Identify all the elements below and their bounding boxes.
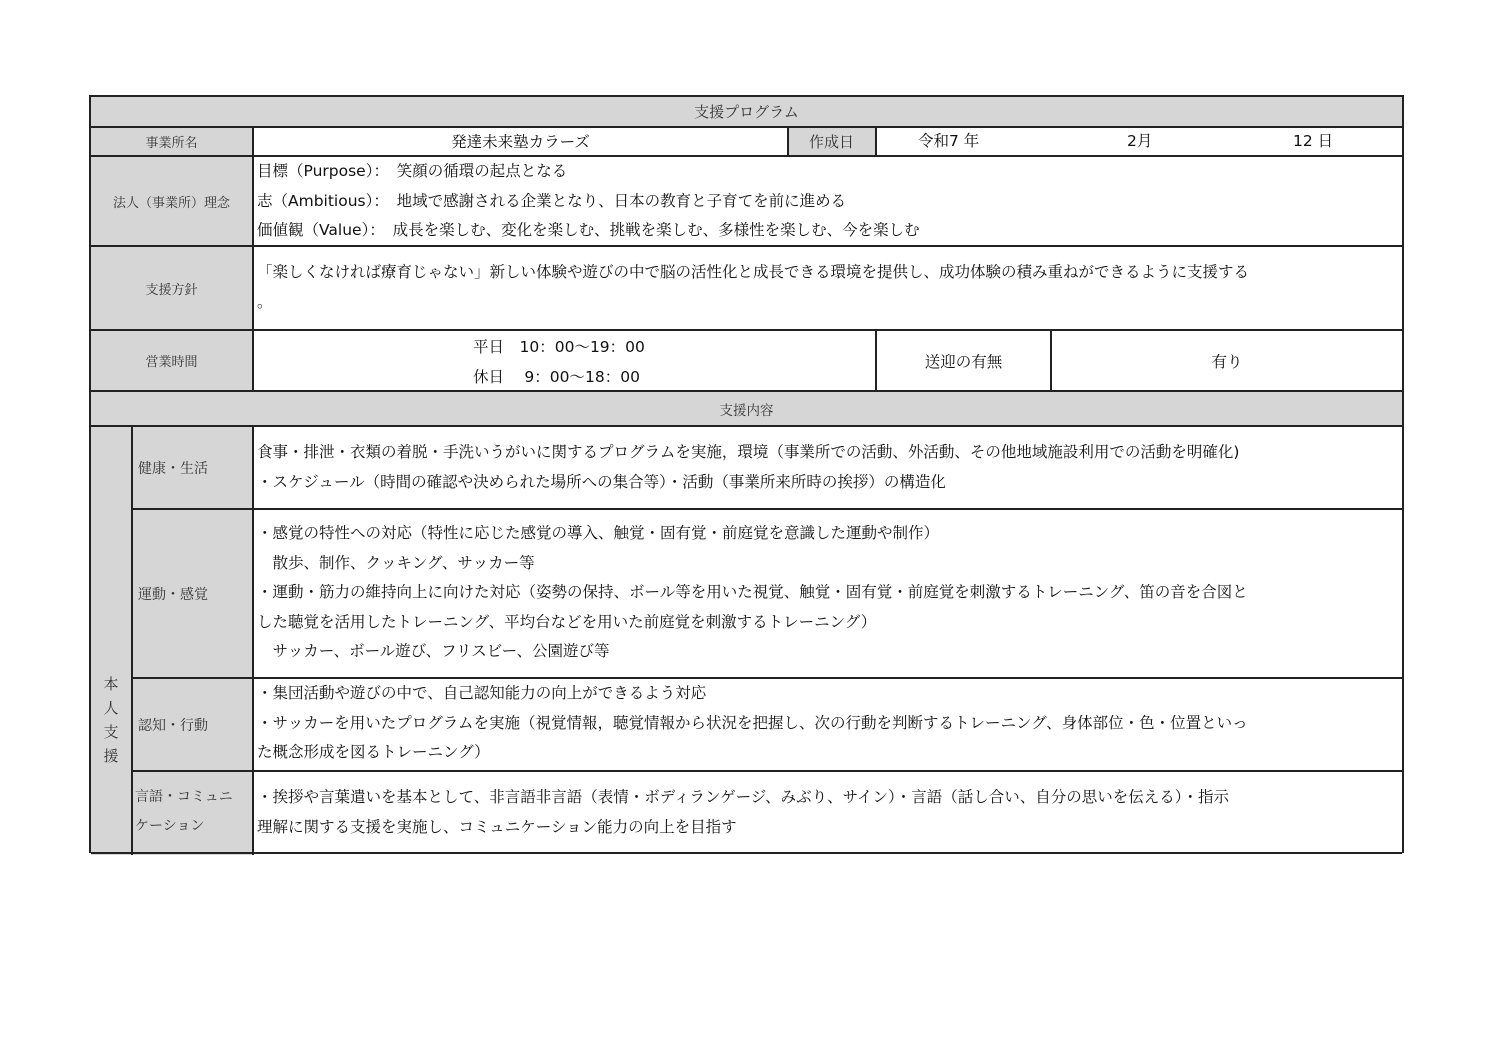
cognition-behavior-label: 認知・行動	[138, 717, 208, 734]
motor-sensory-text	[257, 519, 1248, 667]
language-communication-line-2: 理解に関する支援を実施し、コミュニケーション能力の向上を目指す	[257, 817, 737, 836]
policy-text	[257, 258, 1249, 317]
philosophy-label: 法人（事業所）理念	[112, 195, 230, 211]
motor-sensory-label: 運動・感覚	[138, 586, 208, 603]
motor-sensory-line-3: ・運動・筋力の維持向上に向けた対応（姿勢の保持、ボール等を用いた視覚、触覚・固有覚・前庭覚を刺激するトレーニング、笛の音を合図と	[257, 583, 1248, 601]
person-support-label: 本 人 支 援	[103, 675, 119, 765]
cognition-behavior-text	[257, 679, 1248, 768]
transport-value: 有り	[1211, 352, 1243, 371]
motor-sensory-line-2: 散歩、制作、クッキング、サッカー等	[257, 553, 535, 572]
cognition-behavior-line-1: ・集団活動や遊びの中で、自己認知能力の向上ができるよう対応	[257, 684, 707, 702]
language-communication-text	[257, 783, 1229, 842]
language-communication-line-1: ・挨拶や言葉遣いを基本として、非言語非言語（表情・ボディランゲージ、みぶり、サイン）・言語（話し合い、自分の思いを伝える）・指示	[257, 788, 1230, 806]
transport-label: 送迎の有無	[924, 352, 1003, 371]
date-day: 12 日	[1293, 132, 1334, 150]
motor-sensory-line-1: ・感覚の特性への対応（特性に応じた感覚の導入、触覚・固有覚・前庭覚を意識した運動や制作）	[257, 524, 940, 542]
health-life-line-2: ・スケジュール（時間の確認や決められた場所への集合等）・活動（事業所来所時の挨拶）の構造化	[257, 472, 946, 491]
motor-sensory-line-4: した聴覚を活用したトレーニング、平均台などを用いた前庭覚を刺激するトレーニング）	[257, 612, 877, 631]
office-name-value: 発達未来塾カラーズ	[451, 133, 590, 151]
support-content-label: 支援内容	[719, 402, 774, 419]
philosophy-ambitious: 志（Ambitious）： 地域で感謝される企業となり、日本の教育と子育てを前に進める	[257, 191, 847, 210]
policy-line-2: 。	[257, 292, 273, 311]
philosophy-text	[257, 157, 920, 246]
date-label: 作成日	[808, 132, 854, 151]
page-title: 支援プログラム	[694, 103, 799, 121]
motor-sensory-line-5: サッカー、ボール遊び、フリスビー、公園遊び等	[257, 642, 610, 660]
health-life-line-1: 食事・排泄・衣類の着脱・手洗いうがいに関するプログラムを実施，環境（事業所での活動、外活動、その他地域施設利用での活動を明確化)	[257, 443, 1240, 461]
date-era-year: 令和7 年	[918, 132, 980, 150]
hours-text	[473, 333, 645, 392]
policy-line-1: 「楽しくなければ療育じゃない」新しい体験や遊びの中で脳の活性化と成長できる環境を提供し、成功体験の積み重ねができるように支援する	[257, 263, 1250, 281]
language-communication-label: 言語・コミュニ ケーション	[135, 789, 233, 834]
philosophy-value: 価値観（Value）： 成長を楽しむ、変化を楽しむ、挑戦を楽しむ、多様性を楽しむ、今を楽しむ	[257, 221, 920, 239]
hours-holiday: 休日 9：00～18：00	[473, 367, 640, 386]
cognition-behavior-line-3: た概念形成を図るトレーニング）	[257, 743, 490, 761]
cognition-behavior-line-2: ・サッカーを用いたプログラムを実施（視覚情報，聴覚情報から状況を把握し、次の行動を判断するトレーニング、身体部位・色・位置といっ	[257, 713, 1248, 732]
office-name-label: 事業所名	[145, 136, 198, 151]
policy-label: 支援方針	[145, 282, 198, 298]
support-program-sheet	[89, 95, 1404, 853]
hours-weekday: 平日 10：00～19：00	[473, 338, 645, 356]
date-month: 2月	[1127, 132, 1153, 150]
hours-label: 営業時間	[145, 355, 198, 370]
health-life-label: 健康・生活	[138, 460, 208, 477]
philosophy-purpose: 目標（Purpose）： 笑顔の循環の起点となる	[257, 162, 568, 180]
health-life-text	[257, 438, 1239, 497]
